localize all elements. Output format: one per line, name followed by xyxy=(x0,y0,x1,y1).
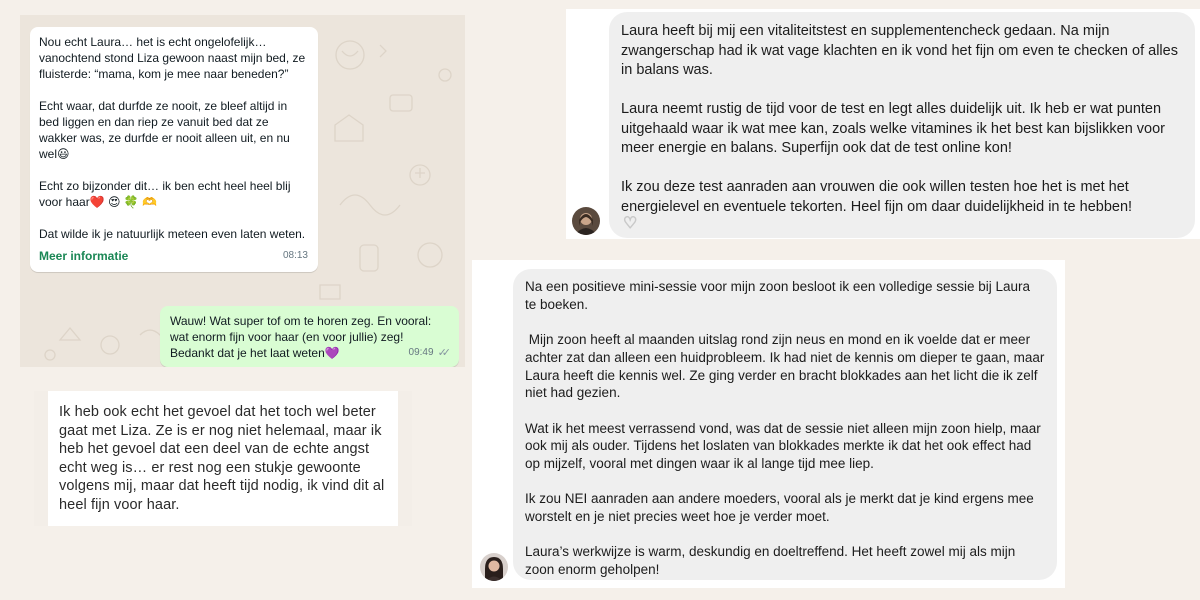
double-check-icon: ✓✓ xyxy=(437,347,446,359)
outgoing-message-meta xyxy=(409,345,451,361)
review-top-paragraph-3: Ik zou deze test aanraden aan vrouwen die ook willen testen hoe het is met het energielevel en eventuele tekorten. Heel fijn om daar duidelijkheid in te hebben! xyxy=(621,179,1133,215)
review-bottom-paragraph-2: Mijn zoon heeft al maanden uitslag rond zijn neus en mond en ik voelde dat er meer achter zat dan alleen een huidprobleem. Ik had niet de kennis om dieper te gaan, maar Laura heeft die kennis wel. Ze ging verder en bracht blokkades aan het licht die ik zelf niet had gezien. xyxy=(525,332,1049,401)
reviewer-avatar xyxy=(572,207,600,235)
review-top-paragraph-2: Laura neemt rustig de tijd voor de test en legt alles duidelijk uit. Ik heb er wat punten uitgehaald waar ik wat mee kan, zoals welke vitamines ik het best kan bijslikken voor meer energie en balans. Superfijn ook dat de test online kon! xyxy=(621,101,1166,156)
review-bottom-paragraph-5: Laura’s werkwijze is warm, deskundig en doeltreffend. Het heeft zowel mij als mijn zoon enorm geholpen! xyxy=(525,544,1019,578)
outgoing-timestamp: 09:49 xyxy=(408,347,434,358)
review-chat-bottom xyxy=(472,260,1065,588)
review-chat-top xyxy=(566,9,1200,239)
incoming-paragraph-3: Echt zo bijzonder dit… ik ben echt heel heel blij voor haar❤️ 😍 🍀 🫶 xyxy=(39,179,294,209)
outgoing-message-text: Wauw! Wat super tof om te horen zeg. En vooral: wat enorm fijn voor haar (en voor jullie) zeg! Bedankt dat je het laat weten xyxy=(170,314,432,360)
reviewer-avatar xyxy=(480,553,508,581)
incoming-message-footer xyxy=(39,248,308,264)
review-bottom-paragraph-1: Na een positieve mini-sessie voor mijn zoon besloot ik een volledige sessie bij Laura te boeken. xyxy=(525,279,1034,312)
incoming-timestamp: 08:13 xyxy=(282,250,308,261)
smile-emoji-icon: 😃 xyxy=(57,147,70,161)
incoming-message-bubble xyxy=(30,27,318,272)
testimonial-note-text: Ik heb ook echt het gevoel dat het toch wel beter gaat met Liza. Ze is er nog niet helemaal, maar ik heb het gevoel dat een deel van de echte angst echt weg is… er rest nog een stukje gewoonte volgens mij, maar dat heeft tijd nodig, ik vind dit al heel fijn voor haar. xyxy=(48,391,398,526)
like-heart-icon[interactable]: ♡ xyxy=(623,215,638,232)
review-bottom-paragraph-4: Ik zou NEI aanraden aan andere moeders, vooral als je merkt dat je kind ergens mee worstelt en je niet precies weet hoe je verder moet. xyxy=(525,491,1038,525)
heart-emojis-icon: ❤️ 😍 🍀 🫶 xyxy=(89,195,158,209)
incoming-paragraph-2: Echt waar, dat durfde ze nooit, ze bleef altijd in bed liggen en dan riep ze vanuit bed dat ze wakker was, ze durfde er nooit alleen uit, en nu wel😃 xyxy=(39,99,294,161)
incoming-paragraph-1: Nou echt Laura… het is echt ongelofelijk… vanochtend stond Liza gewoon naast mijn bed, ze fluisterde: “mama, kom je mee naar beneden?” xyxy=(39,35,309,81)
testimonial-note-card xyxy=(34,391,412,526)
review-bubble-bottom xyxy=(513,269,1057,580)
review-top-paragraph-1: Laura heeft bij mij een vitaliteitstest en supplementencheck gedaan. Na mijn zwangerschap had ik wat vage klachten en ik vond het fijn om even te checken of alles in balans was. xyxy=(621,23,1178,78)
more-info-link[interactable]: Meer informatie xyxy=(39,249,129,263)
review-bubble-top xyxy=(609,12,1195,238)
incoming-paragraph-4: Dat wilde ik je natuurlijk meteen even laten weten. xyxy=(39,227,306,241)
outgoing-message-bubble xyxy=(160,306,459,367)
whatsapp-screenshot xyxy=(20,15,465,367)
review-bottom-paragraph-3: Wat ik het meest verrassend vond, was dat de sessie niet alleen mijn zoon hielp, maar ook mij als ouder. Tijdens het loslaten van blokkades merkte ik dat het ook effect had op mijzelf, vooral met dingen waar ik al lange tijd mee liep. xyxy=(525,420,1045,471)
purple-heart-emoji-icon: 💜 xyxy=(324,346,340,360)
